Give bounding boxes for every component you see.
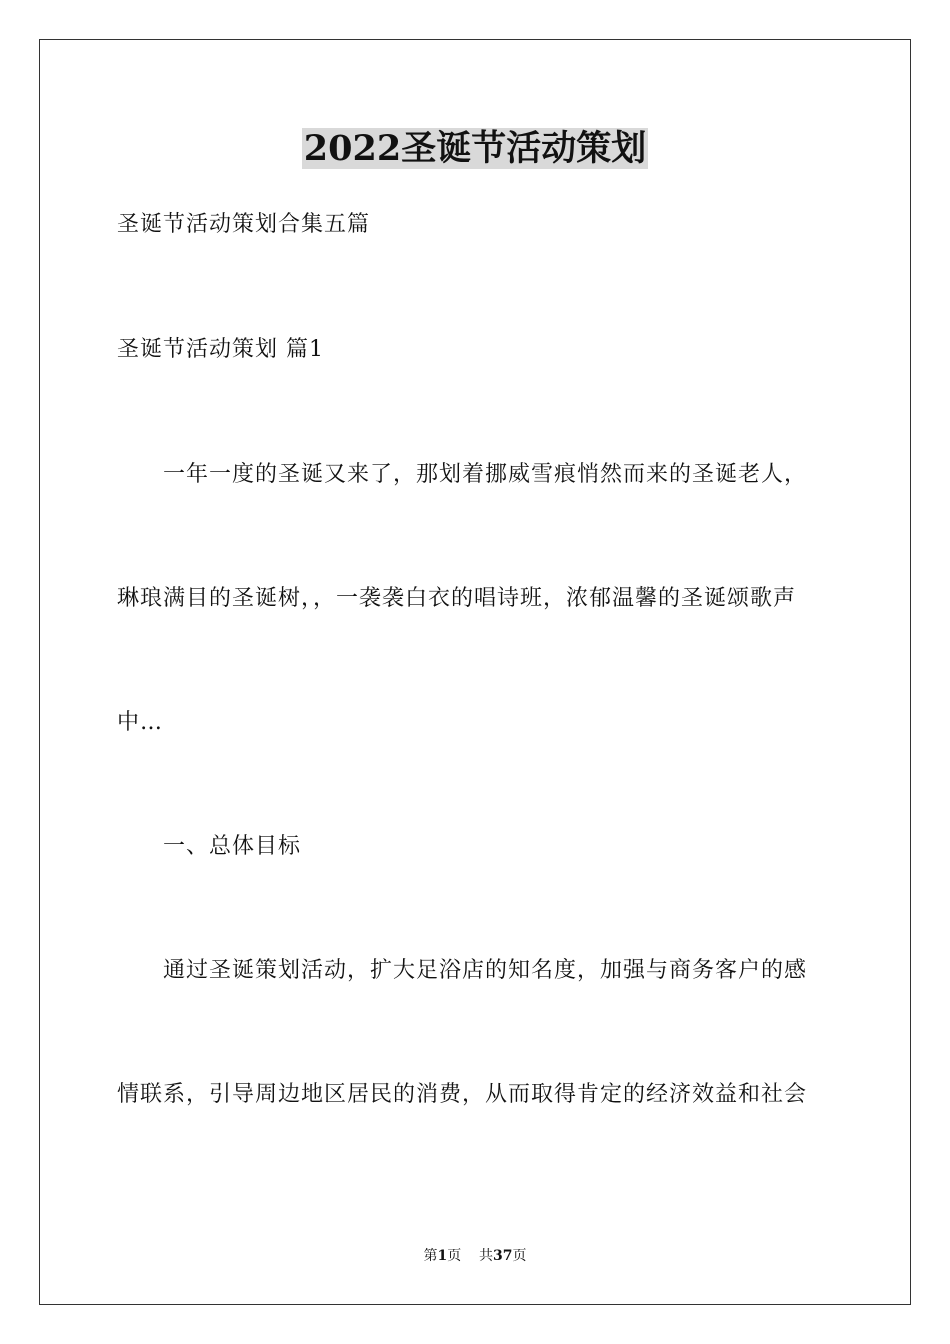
- paragraph-line: 琳琅满目的圣诞树，，一袭袭白衣的唱诗班，浓郁温馨的圣诞颂歌声: [117, 586, 797, 611]
- total-label-prefix: 共: [479, 1248, 494, 1264]
- document-title-text: 2022圣诞节活动策划: [303, 128, 647, 169]
- page-label-suffix: 页: [447, 1248, 462, 1264]
- paragraph-line: 通过圣诞策划活动，扩大足浴店的知名度，加强与商务客户的感: [163, 958, 808, 983]
- paragraph-line: 一年一度的圣诞又来了，那划着挪威雪痕悄然而来的圣诞老人，: [163, 462, 808, 487]
- page-number: 1: [437, 1248, 448, 1264]
- document-subtitle: 圣诞节活动策划合集五篇: [117, 212, 371, 237]
- document-title: [0, 126, 950, 172]
- page-label-prefix: 第: [423, 1248, 438, 1264]
- paragraph-line: 情联系，引导周边地区居民的消费，从而取得肯定的经济效益和社会: [117, 1082, 808, 1107]
- total-label-suffix: 页: [512, 1248, 527, 1264]
- list-heading: 一、总体目标: [163, 834, 302, 859]
- section-heading: 圣诞节活动策划 篇1: [117, 337, 324, 362]
- total-pages: 37: [493, 1248, 513, 1264]
- page-footer: [0, 1246, 950, 1266]
- paragraph-line: 中…: [117, 710, 164, 735]
